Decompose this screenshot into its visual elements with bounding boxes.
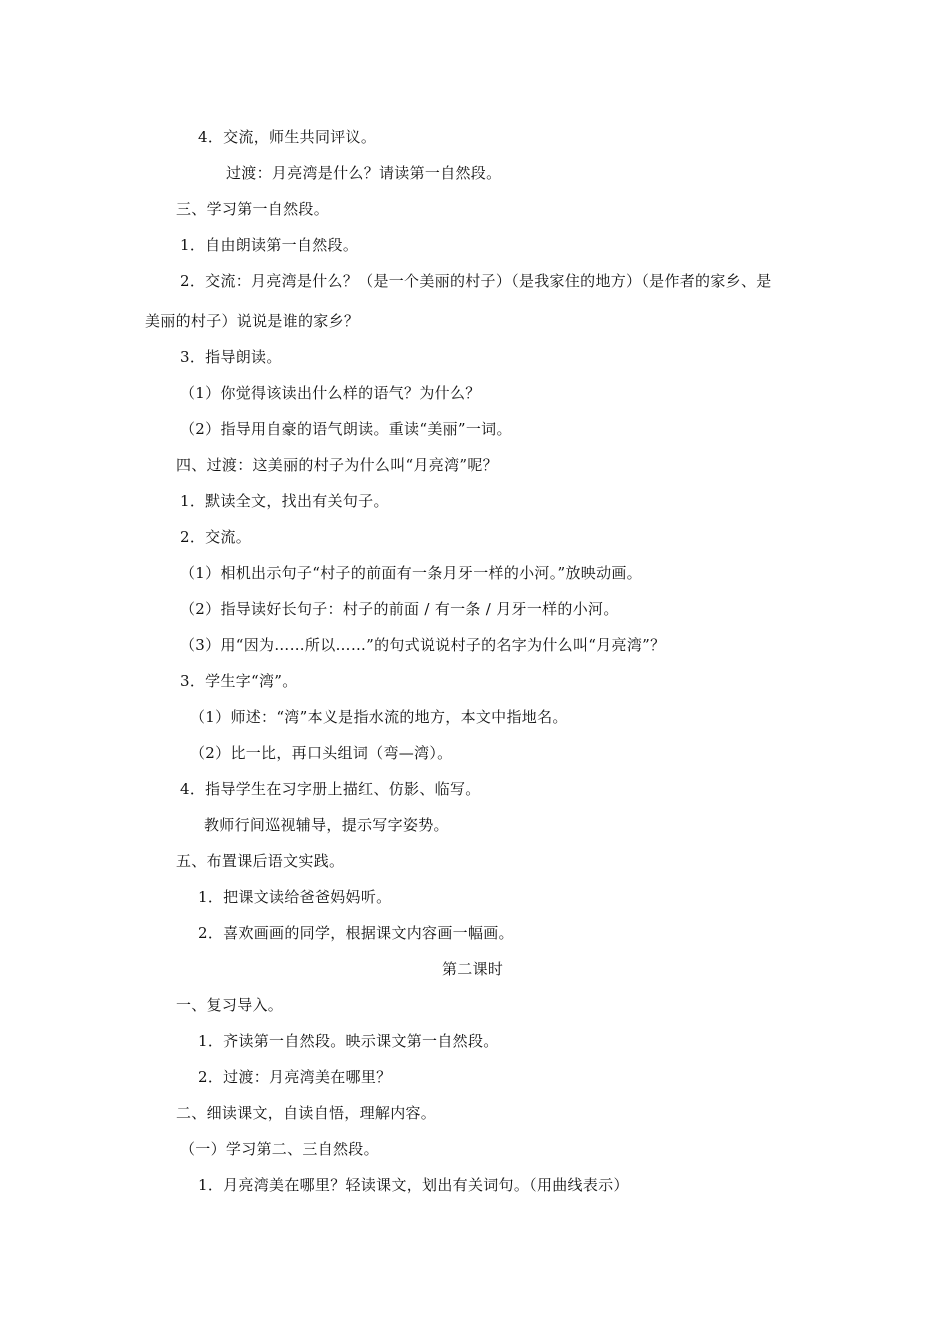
text-line: 1．默读全文，找出有关句子。 [180,492,389,510]
text-line: 3．学生字“湾”。 [180,672,298,690]
text-line: 2．交流。 [180,528,252,546]
section-heading: 三、学习第一自然段。 [176,200,330,218]
text-line: 2．喜欢画画的同学，根据课文内容画一幅画。 [198,924,514,942]
text-line: 2．过渡：月亮湾美在哪里？ [198,1068,392,1086]
text-line: 教师行间巡视辅导，提示写字姿势。 [204,816,449,834]
text-line: 1．把课文读给爸爸妈妈听。 [198,888,392,906]
section-heading: 五、布置课后语文实践。 [176,852,345,870]
text-line: 2．交流：月亮湾是什么？（是一个美丽的村子）（是我家住的地方）（是作者的家乡、是 [180,272,772,290]
text-line: （1）相机出示句子“村子的前面有一条月牙一样的小河。”放映动画。 [180,564,642,582]
section-heading: 一、复习导入。 [176,996,284,1014]
text-line: （一）学习第二、三自然段。 [180,1140,379,1158]
text-line: 3．指导朗读。 [180,348,282,366]
text-line: 美丽的村子）说说是谁的家乡？ [145,312,360,330]
text-line: （3）用“因为……所以……”的句式说说村子的名字为什么叫“月亮湾”？ [180,636,666,654]
section-heading: 四、过渡：这美丽的村子为什么叫“月亮湾”呢？ [176,456,498,474]
section-heading: 二、细读课文，自读自悟，理解内容。 [176,1104,437,1122]
text-line: （2）比一比，再口头组词（弯—湾）。 [190,744,453,762]
text-line: 1．自由朗读第一自然段。 [180,236,359,254]
text-line: 过渡：月亮湾是什么？请读第一自然段。 [226,164,502,182]
text-line: （2）指导用自豪的语气朗读。重读“美丽”一词。 [180,420,512,438]
text-line: 4．交流，师生共同评议。 [198,128,377,146]
text-line: （1）你觉得该读出什么样的语气？为什么？ [180,384,481,402]
text-line: （1）师述：“湾”本义是指水流的地方，本文中指地名。 [190,708,568,726]
text-line: （2）指导读好长句子：村子的前面 / 有一条 / 月牙一样的小河。 [180,600,619,618]
text-line: 1．齐读第一自然段。映示课文第一自然段。 [198,1032,499,1050]
text-line: 4．指导学生在习字册上描红、仿影、临写。 [180,780,481,798]
lesson-title: 第二课时 [442,960,504,978]
text-line: 1．月亮湾美在哪里？轻读课文，划出有关词句。（用曲线表示） [198,1176,629,1194]
